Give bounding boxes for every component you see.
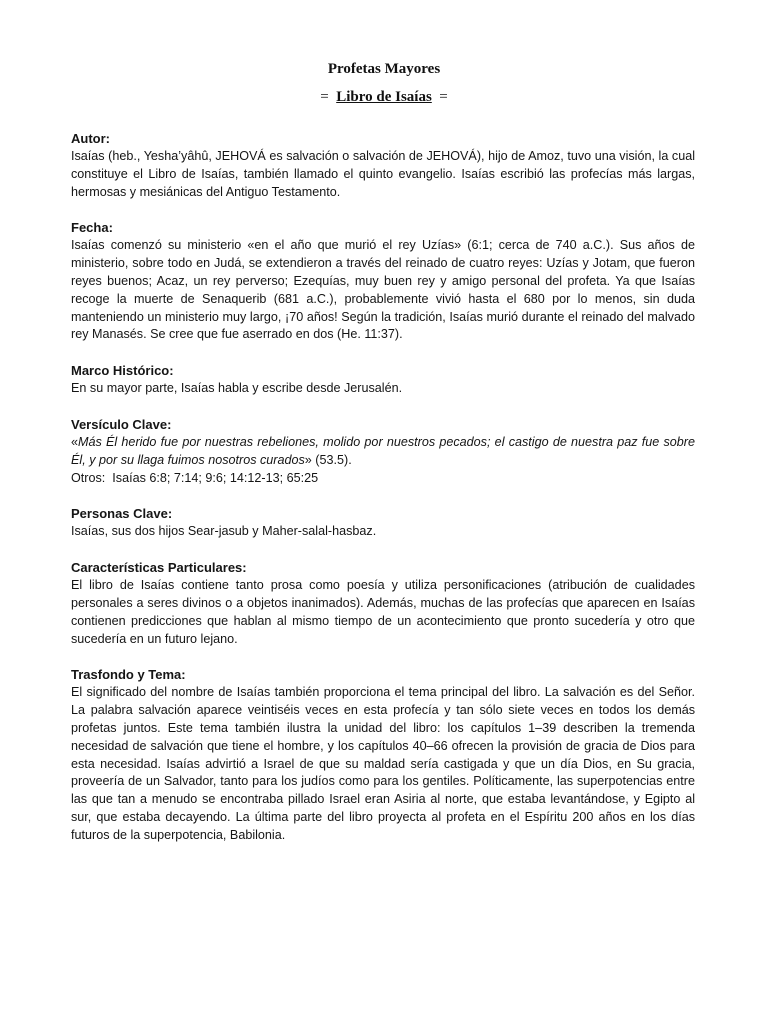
section-text: Isaías, sus dos hijos Sear-jasub y Maher-salal-hasbaz. [71, 524, 377, 539]
section-heading: Trasfondo y Tema: [71, 667, 186, 683]
section-heading: Personas Clave: [71, 506, 173, 522]
subtitle-suffix: = [439, 89, 448, 105]
subtitle-prefix: = [320, 89, 329, 105]
section-text: Isaías (heb., Yesha’yâhû, JEHOVÁ es salvación o salvación de JEHOVÁ), hijo de Amoz, tuvo una visión, la cual constituye el Libro de Isaías, también llamado el quinto evangelio. Isaías escribió las profecías más largas, hermosas y mesiánicas del Antiguo Testamento. [71, 149, 695, 199]
section-autor [71, 130, 695, 201]
section-personas-clave [71, 505, 695, 541]
section-text: Isaías comenzó su ministerio «en el año que murió el rey Uzías» (6:1; cerca de 740 a.C.). Sus años de ministerio, sobre todo en Judá, se extendieron a través del reinado de cuatro reyes: Uzías y Jotam, que fueron reyes buenos; Acaz, un rey perverso; Ezequías, muy buen rey y amigo personal del profeta. Ya que Isaías recoge la muerte de Senaquerib (681 a.C.), probablemente vivió hasta el 680 por lo menos, sin duda manteniendo un ministerio muy largo, ¡70 años! Según la tradición, Isaías murió durante el reinado del malvado rey Manasés. Se cree que fue aserrado en dos (He. 11:37). [71, 238, 695, 342]
open-quote: « [71, 434, 79, 449]
document-subtitle [0, 89, 768, 106]
section-heading: Versículo Clave: [71, 416, 172, 432]
document-title: Profetas Mayores [327, 61, 441, 77]
section-text: En su mayor parte, Isaías habla y escribe desde Jerusalén. [71, 381, 403, 396]
section-fecha [71, 219, 695, 344]
key-verse-quote: Más Él herido fue por nuestras rebeliones, molido por nuestros pecados; el castigo de nuestra paz fue sobre Él, y por su llaga fuimos nosotros curados [71, 434, 695, 467]
subtitle-text: Libro de Isaías [336, 89, 432, 105]
section-heading: Fecha: [71, 220, 113, 236]
section-marco-historico [71, 362, 695, 398]
section-heading: Características Particulares: [71, 560, 247, 576]
section-text: El libro de Isaías contiene tanto prosa como poesía y utiliza personificaciones (atribución de cualidades personales a seres divinos o a objetos inanimados). Además, muchas de las profecías que aparecen en Isaías contienen predicciones que hablan al mismo tiempo de un acontecimiento que pronto sucedería y otro que sucedería en un futuro lejano. [71, 578, 695, 646]
section-heading: Autor: [71, 131, 110, 146]
section-caracteristicas [71, 559, 695, 648]
section-text: El significado del nombre de Isaías también proporciona el tema principal del libro. La salvación es del Señor. La palabra salvación aparece veintiséis veces en esta profecía y tan sólo siete veces en todos los demás profetas juntos. Este tema también ilustra la unidad del libro: los capítulos 1–39 describen la tremenda necesidad de salvación que tiene el hombre, y los capítulos 40–66 ofrecen la provisión de gracia de Dios para esta necesidad. Isaías advirtió a Israel de que su maldad sería castigada y que un día Dios, en Su gracia, proveería de un Salvador, tanto para los judíos como para los gentiles. Políticamente, las superpotencias entre las que tan a menudo se encontraba pillado Israel eran Asiria al norte, que estaba levantándose, y Egipto al sur, que estaba decayendo. La última parte del libro proyecta al profeta en el Espíritu 200 años en los días futuros de la superpotencia, Babilonia. [71, 685, 695, 842]
key-verse [71, 434, 695, 470]
key-verse-reference: » (53.5). [304, 452, 352, 467]
other-verses: Otros: Isaías 6:8; 7:14; 9:6; 14:12-13; 65:25 [71, 470, 319, 485]
document-body [71, 130, 695, 863]
section-versiculo-clave [71, 416, 695, 487]
section-heading: Marco Histórico: [71, 363, 174, 379]
section-trasfondo-tema [71, 666, 695, 844]
